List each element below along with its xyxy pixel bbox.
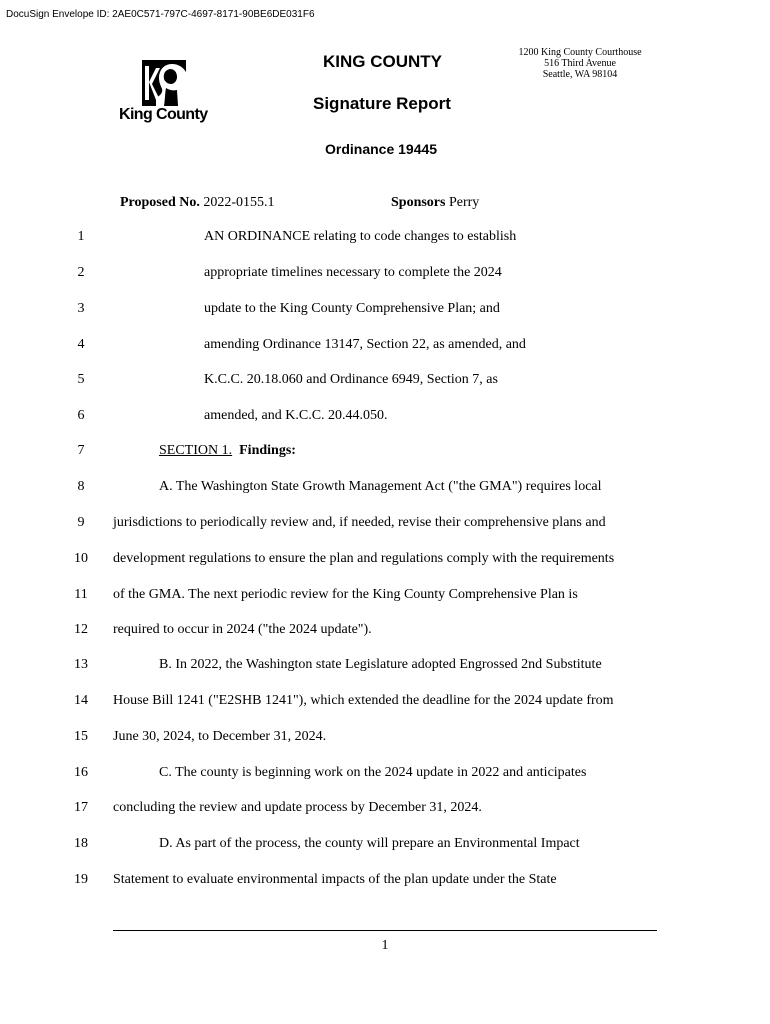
line-text: amended, and K.C.C. 20.44.050. [204, 408, 388, 423]
ordinance-title: Ordinance 19445 [325, 141, 438, 157]
numbered-line [0, 693, 770, 713]
numbered-line [0, 729, 770, 749]
line-text: of the GMA. The next periodic review for the King County Comprehensive Plan is [113, 587, 578, 602]
report-title: Signature Report [313, 94, 451, 113]
line-text: K.C.C. 20.18.060 and Ordinance 6949, Section 7, as [204, 372, 498, 387]
line-number: 5 [77, 372, 85, 387]
king-county-logo-mark-icon [142, 60, 186, 106]
section-heading [159, 443, 296, 459]
numbered-line [0, 301, 770, 321]
sponsors-value: Perry [448, 195, 480, 210]
numbered-line [0, 443, 770, 463]
line-text: update to the King County Comprehensive Plan; and [204, 301, 500, 316]
numbered-line [0, 479, 770, 499]
numbered-line [0, 337, 770, 357]
numbered-line [0, 800, 770, 820]
numbered-line [0, 657, 770, 677]
proposed-number [120, 195, 275, 211]
line-number: 12 [74, 622, 88, 637]
address-line: 516 Third Avenue [544, 58, 616, 69]
line-text: D. As part of the process, the county will prepare an Environmental Impact [159, 836, 580, 851]
numbered-line [0, 265, 770, 285]
line-number: 14 [74, 693, 88, 708]
docusign-envelope-id: DocuSign Envelope ID: 2AE0C571-797C-4697-8171-90BE6DE031F6 [6, 9, 315, 20]
line-text: C. The county is beginning work on the 2024 update in 2022 and anticipates [159, 765, 587, 780]
line-text: A. The Washington State Growth Management Act ("the GMA") requires local [159, 479, 602, 494]
line-text: appropriate timelines necessary to complete the 2024 [204, 265, 502, 280]
line-text: amending Ordinance 13147, Section 22, as amended, and [204, 337, 526, 352]
numbered-line [0, 229, 770, 249]
proposed-value: 2022-0155.1 [203, 195, 275, 210]
logo-text: King County [119, 106, 208, 123]
line-text: June 30, 2024, to December 31, 2024. [113, 729, 327, 744]
line-number: 13 [74, 657, 88, 672]
numbered-line [0, 836, 770, 856]
line-number: 11 [74, 587, 88, 602]
line-number: 4 [77, 337, 85, 352]
proposed-label: Proposed No. [120, 195, 200, 210]
line-text: required to occur in 2024 ("the 2024 update"). [113, 622, 372, 637]
numbered-line [0, 551, 770, 571]
line-number: 2 [77, 265, 85, 280]
line-number: 1 [77, 229, 85, 244]
line-text: AN ORDINANCE relating to code changes to establish [204, 229, 517, 244]
line-number: 6 [77, 408, 85, 423]
section-title: Findings: [239, 443, 296, 458]
line-number: 16 [74, 765, 88, 780]
line-text: B. In 2022, the Washington state Legislature adopted Engrossed 2nd Substitute [159, 657, 602, 672]
line-number: 9 [77, 515, 85, 530]
numbered-line [0, 622, 770, 642]
numbered-line [0, 408, 770, 428]
line-number: 19 [74, 872, 88, 887]
line-text: development regulations to ensure the plan and regulations comply with the requirements [113, 551, 615, 566]
line-text: Statement to evaluate environmental impacts of the plan update under the State [113, 872, 557, 887]
section-label: SECTION 1. [159, 443, 233, 458]
numbered-line [0, 372, 770, 392]
line-number: 7 [77, 443, 85, 458]
numbered-line [0, 587, 770, 607]
line-number: 10 [74, 551, 88, 566]
line-text: concluding the review and update process by December 31, 2024. [113, 800, 482, 815]
king-county-logo [119, 58, 215, 128]
page-number: 1 [381, 938, 389, 953]
line-number: 18 [74, 836, 88, 851]
line-number: 17 [74, 800, 88, 815]
numbered-line [0, 515, 770, 535]
line-number: 3 [77, 301, 85, 316]
address-line: 1200 King County Courthouse [518, 47, 642, 58]
line-number: 15 [74, 729, 88, 744]
sponsors [391, 195, 479, 211]
line-number: 8 [77, 479, 85, 494]
courthouse-address [505, 47, 655, 80]
footer-divider [113, 930, 657, 931]
numbered-line [0, 765, 770, 785]
county-title: KING COUNTY [323, 52, 442, 71]
sponsors-label: Sponsors [391, 195, 446, 210]
line-text: House Bill 1241 ("E2SHB 1241"), which extended the deadline for the 2024 update from [113, 693, 614, 708]
numbered-line [0, 872, 770, 892]
address-line: Seattle, WA 98104 [542, 69, 618, 80]
line-text: jurisdictions to periodically review and, if needed, revise their comprehensive plans and [113, 515, 606, 530]
